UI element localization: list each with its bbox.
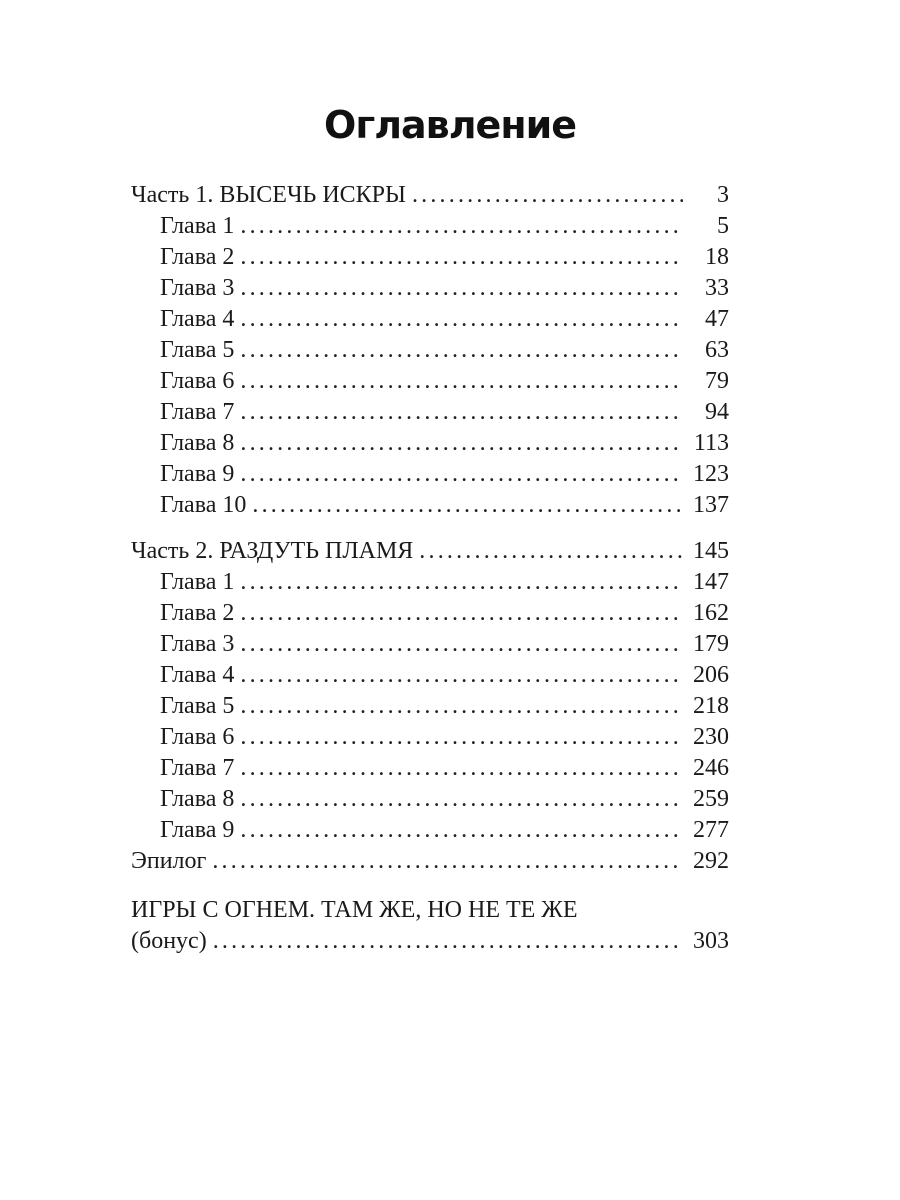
toc-entry-label: Глава 4 bbox=[160, 662, 235, 688]
toc-page-number: 79 bbox=[705, 368, 729, 394]
toc-part-2-chapter-1[interactable] bbox=[131, 567, 729, 598]
dot-leader bbox=[240, 366, 683, 397]
table-of-contents bbox=[131, 180, 729, 957]
page-title: Оглавление bbox=[324, 103, 576, 148]
toc-part-1-chapter-6[interactable] bbox=[131, 366, 729, 397]
toc-entry-label: Глава 1 bbox=[160, 569, 235, 595]
toc-part-2-chapter-2[interactable] bbox=[131, 598, 729, 629]
toc-entry-label: Глава 6 bbox=[160, 724, 235, 750]
toc-entry-label: Глава 5 bbox=[160, 337, 235, 363]
toc-entry-label: Глава 8 bbox=[160, 786, 235, 812]
dot-leader bbox=[240, 784, 683, 815]
toc-page-number: 218 bbox=[693, 693, 729, 719]
toc-entry-label: Глава 2 bbox=[160, 244, 235, 270]
toc-page-number: 123 bbox=[693, 461, 729, 487]
toc-epilogue[interactable] bbox=[131, 846, 729, 877]
toc-page-number: 94 bbox=[705, 399, 729, 425]
toc-entry-label: Глава 2 bbox=[160, 600, 235, 626]
toc-part-1-chapter-4[interactable] bbox=[131, 304, 729, 335]
toc-bonus-title[interactable]: ИГРЫ С ОГНЕМ. ТАМ ЖЕ, НО НЕ ТЕ ЖЕ bbox=[131, 897, 578, 923]
dot-leader bbox=[240, 335, 683, 366]
toc-page-number: 3 bbox=[717, 182, 729, 208]
toc-bonus[interactable] bbox=[131, 926, 729, 957]
toc-part-1-chapter-7[interactable] bbox=[131, 397, 729, 428]
toc-page-number: 113 bbox=[693, 430, 729, 456]
toc-page-number: 63 bbox=[705, 337, 729, 363]
dot-leader bbox=[240, 428, 683, 459]
dot-leader bbox=[240, 753, 683, 784]
toc-part-1[interactable] bbox=[131, 180, 729, 211]
dot-leader bbox=[240, 397, 683, 428]
toc-entry-label: Глава 9 bbox=[160, 461, 235, 487]
toc-page-number: 179 bbox=[693, 631, 729, 657]
toc-part-1-chapter-2[interactable] bbox=[131, 242, 729, 273]
toc-part-2-chapter-5[interactable] bbox=[131, 691, 729, 722]
toc-page-number: 147 bbox=[693, 569, 729, 595]
toc-entry-label: Глава 3 bbox=[160, 631, 235, 657]
dot-leader bbox=[252, 490, 683, 521]
dot-leader bbox=[240, 567, 683, 598]
toc-entry-label: Часть 1. ВЫСЕЧЬ ИСКРЫ bbox=[131, 182, 406, 208]
toc-part-2-chapter-9[interactable] bbox=[131, 815, 729, 846]
dot-leader bbox=[240, 722, 683, 753]
dot-leader bbox=[240, 242, 683, 273]
toc-part-2-chapter-7[interactable] bbox=[131, 753, 729, 784]
toc-entry-label: Глава 7 bbox=[160, 755, 235, 781]
toc-part-1-chapter-9[interactable] bbox=[131, 459, 729, 490]
toc-page-number: 47 bbox=[705, 306, 729, 332]
toc-part-1-chapter-5[interactable] bbox=[131, 335, 729, 366]
toc-entry-label: Глава 9 bbox=[160, 817, 235, 843]
toc-entry-label: (бонус) bbox=[131, 928, 207, 954]
toc-part-2-chapter-6[interactable] bbox=[131, 722, 729, 753]
toc-entry-label: Глава 7 bbox=[160, 399, 235, 425]
toc-page-number: 33 bbox=[705, 275, 729, 301]
toc-entry-label: Эпилог bbox=[131, 848, 207, 874]
toc-page-number: 18 bbox=[705, 244, 729, 270]
dot-leader bbox=[240, 598, 683, 629]
dot-leader bbox=[240, 459, 683, 490]
toc-entry-label: Глава 8 bbox=[160, 430, 235, 456]
dot-leader bbox=[240, 629, 683, 660]
dot-leader bbox=[419, 536, 683, 567]
toc-page-number: 145 bbox=[693, 538, 729, 564]
toc-part-2-chapter-4[interactable] bbox=[131, 660, 729, 691]
toc-page-number: 303 bbox=[693, 928, 729, 954]
dot-leader bbox=[240, 691, 683, 722]
dot-leader bbox=[212, 846, 683, 877]
toc-part-2[interactable] bbox=[131, 536, 729, 567]
toc-part-1-chapter-10[interactable] bbox=[131, 490, 729, 521]
dot-leader bbox=[240, 304, 683, 335]
dot-leader bbox=[240, 815, 683, 846]
toc-part-1-chapter-3[interactable] bbox=[131, 273, 729, 304]
toc-page-number: 259 bbox=[693, 786, 729, 812]
toc-entry-label: Глава 10 bbox=[160, 492, 247, 518]
dot-leader bbox=[240, 273, 683, 304]
toc-page-number: 206 bbox=[693, 662, 729, 688]
toc-page-number: 246 bbox=[693, 755, 729, 781]
toc-entry-label: Глава 5 bbox=[160, 693, 235, 719]
dot-leader bbox=[240, 660, 683, 691]
toc-entry-label: Глава 4 bbox=[160, 306, 235, 332]
toc-entry-label: Глава 6 bbox=[160, 368, 235, 394]
toc-part-1-chapter-8[interactable] bbox=[131, 428, 729, 459]
toc-page-number: 162 bbox=[693, 600, 729, 626]
toc-page-number: 277 bbox=[693, 817, 729, 843]
dot-leader bbox=[240, 211, 683, 242]
toc-entry-label: Часть 2. РАЗДУТЬ ПЛАМЯ bbox=[131, 538, 414, 564]
toc-page-number: 292 bbox=[693, 848, 729, 874]
toc-part-2-chapter-3[interactable] bbox=[131, 629, 729, 660]
toc-part-2-chapter-8[interactable] bbox=[131, 784, 729, 815]
toc-page-number: 230 bbox=[693, 724, 729, 750]
dot-leader bbox=[213, 926, 683, 957]
dot-leader bbox=[412, 180, 683, 211]
toc-entry-label: Глава 3 bbox=[160, 275, 235, 301]
toc-page-number: 5 bbox=[717, 213, 729, 239]
toc-part-1-chapter-1[interactable] bbox=[131, 211, 729, 242]
toc-entry-label: Глава 1 bbox=[160, 213, 235, 239]
toc-page-number: 137 bbox=[693, 492, 729, 518]
